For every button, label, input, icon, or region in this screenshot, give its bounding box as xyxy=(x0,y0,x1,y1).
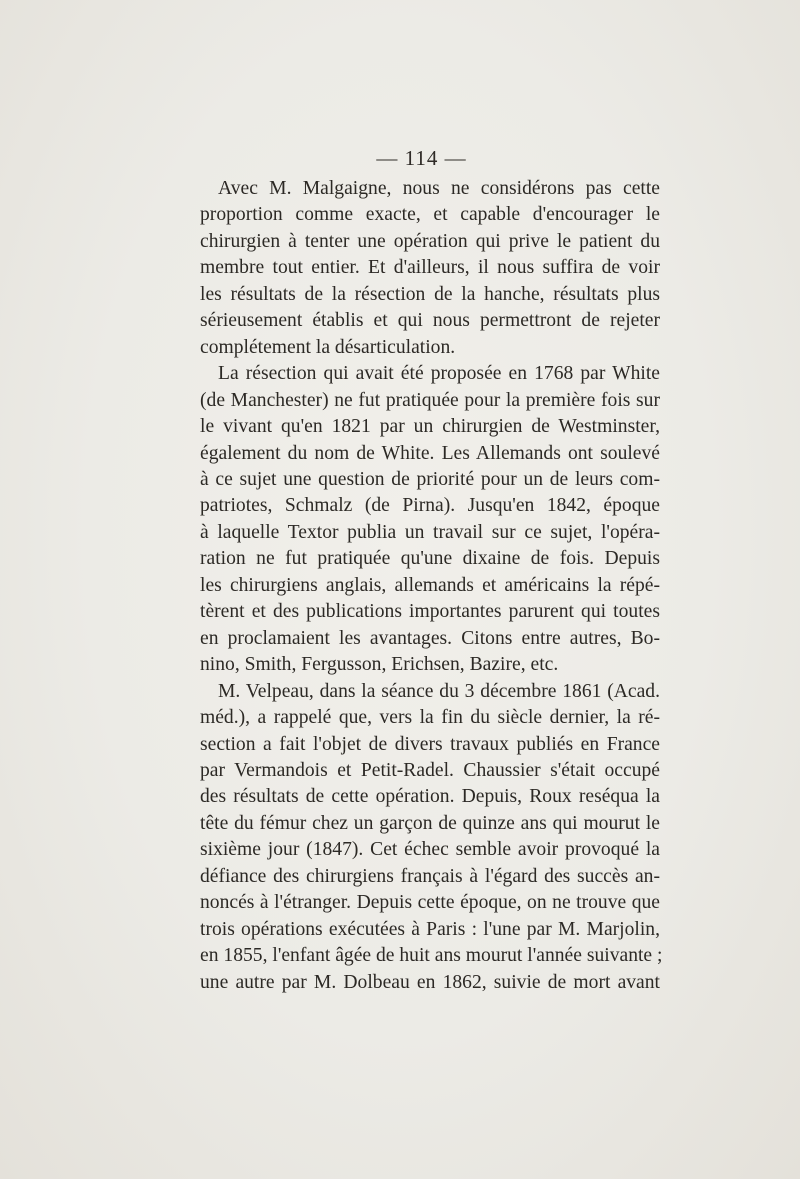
text-line: en proclamaient les avantages. Citons entre autres, Bo- xyxy=(200,627,660,649)
text-line: ration ne fut pratiquée qu'une dixaine de fois. Depuis xyxy=(200,548,660,570)
text-line: tête du fémur chez un garçon de quinze ans qui mourut le xyxy=(200,812,660,834)
text-line: les résultats de la résection de la hanche, résultats plus xyxy=(200,283,660,305)
page-number: — 114 — xyxy=(376,146,467,170)
text-line: chirurgien à tenter une opération qui prive le patient du xyxy=(200,230,660,252)
text-line: trois opérations exécutées à Paris : l'une par M. Marjolin, xyxy=(200,918,660,940)
text-line: des résultats de cette opération. Depuis, Roux reséqua la xyxy=(200,786,660,808)
text-line: La résection qui avait été proposée en 1768 par White xyxy=(218,363,660,385)
text-line: Avec M. Malgaigne, nous ne considérons pas cette xyxy=(218,178,660,199)
text-line: membre tout entier. Et d'ailleurs, il nous suffira de voir xyxy=(200,257,660,279)
text-line: défiance des chirurgiens français à l'égard des succès an- xyxy=(200,865,660,887)
text-line: par Vermandois et Petit-Radel. Chaussier s'était occupé xyxy=(200,759,660,781)
text-line: également du nom de White. Les Allemands ont soulevé xyxy=(200,442,660,464)
text-line: en 1855, l'enfant âgée de huit ans mourut l'année suivante ; xyxy=(200,945,663,967)
text-line: complétement la désarticulation. xyxy=(200,336,456,358)
text-line: M. Velpeau, dans la séance du 3 décembre 1861 (Acad. xyxy=(218,680,660,702)
text-line: une autre par M. Dolbeau en 1862, suivie de mort avant xyxy=(200,971,660,993)
text-line: tèrent et des publications importantes parurent qui toutes xyxy=(200,601,660,623)
text-line: à laquelle Textor publia un travail sur ce sujet, l'opéra- xyxy=(200,521,660,543)
text-line: méd.), a rappelé que, vers la fin du siècle dernier, la ré- xyxy=(200,707,660,729)
text-line: sérieusement établis et qui nous permettront de rejeter xyxy=(200,310,660,332)
text-line: patriotes, Schmalz (de Pirna). Jusqu'en 1842, époque xyxy=(200,495,660,517)
text-line: noncés à l'étranger. Depuis cette époque, on ne trouve que xyxy=(200,892,660,914)
text-line: les chirurgiens anglais, allemands et américains la répé- xyxy=(200,574,660,596)
text-line: proportion comme exacte, et capable d'encourager le xyxy=(200,204,660,226)
text-line: section a fait l'objet de divers travaux publiés en France xyxy=(200,733,660,755)
text-line: (de Manchester) ne fut pratiquée pour la première fois sur xyxy=(200,389,660,411)
text-line: le vivant qu'en 1821 par un chirurgien de Westminster, xyxy=(200,416,660,438)
text-line: nino, Smith, Fergusson, Erichsen, Bazire, etc. xyxy=(200,654,559,676)
text-line: à ce sujet une question de priorité pour un de leurs com- xyxy=(200,468,660,490)
body-text xyxy=(200,176,663,996)
text-line: sixième jour (1847). Cet échec semble avoir provoqué la xyxy=(200,839,660,861)
